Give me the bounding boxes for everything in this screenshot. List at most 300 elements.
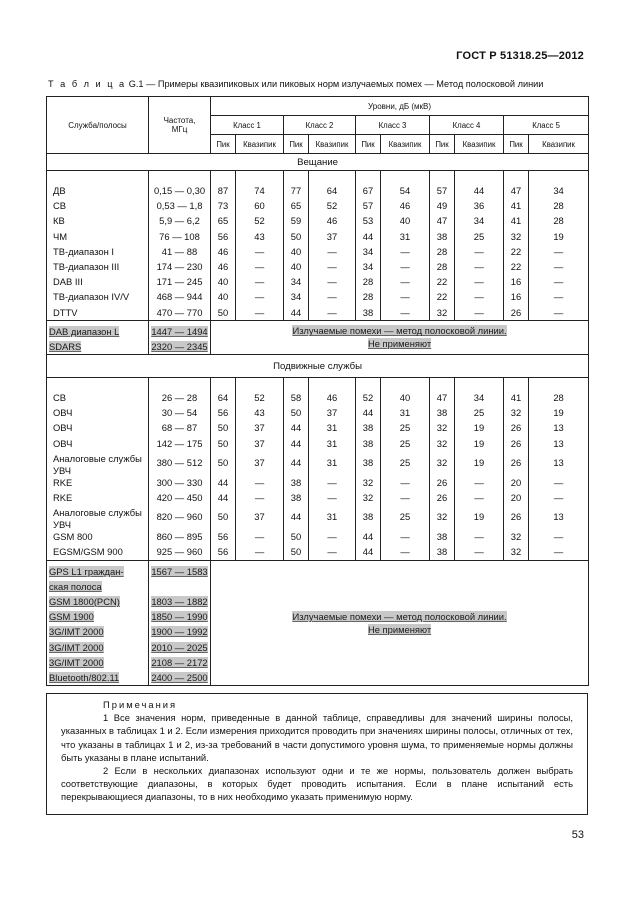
value-cell: — xyxy=(327,531,337,543)
value-cell: 38 xyxy=(436,546,448,558)
class5-peak-column xyxy=(504,171,529,321)
not-applied-note xyxy=(211,320,589,354)
value-cell: 32 xyxy=(436,422,448,434)
value-cell: — xyxy=(400,306,410,318)
service-cell xyxy=(47,594,148,609)
value-cell: 50 xyxy=(290,531,302,543)
value-cell: 37 xyxy=(254,422,265,434)
value-cell: 50 xyxy=(290,230,302,242)
value-cell: 28 xyxy=(553,215,564,227)
highlighted-text: DAB диапазон L xyxy=(49,325,120,337)
service-cell: DTTV xyxy=(53,306,78,318)
limits-table xyxy=(46,96,589,686)
frequency-cell xyxy=(149,640,210,655)
value-cell: — xyxy=(553,476,564,488)
value-cell: — xyxy=(474,531,484,543)
value-cell: — xyxy=(400,546,410,558)
value-cell: — xyxy=(474,245,484,257)
value-cell: 56 xyxy=(217,230,229,242)
value-cell: 19 xyxy=(473,422,485,434)
service-cell: Аналоговые службы УВЧ xyxy=(53,452,142,476)
service-cell: GSM 800 xyxy=(53,531,93,543)
value-cell: 25 xyxy=(473,407,485,419)
section-mobile-excluded xyxy=(47,560,589,686)
frequency-column xyxy=(149,171,211,321)
highlighted-text: GSM 1800(PCN) xyxy=(49,595,120,607)
value-cell: 41 xyxy=(510,215,522,227)
value-cell: 59 xyxy=(290,215,302,227)
levels-header: Уровни, дБ (мкВ) xyxy=(211,97,589,116)
class2-peak-column xyxy=(284,171,309,321)
frequency-cell: 76 — 108 xyxy=(159,230,200,242)
value-cell: 46 xyxy=(326,215,338,227)
value-cell: 57 xyxy=(362,200,374,212)
frequency-cell: 820 — 960 xyxy=(156,511,203,523)
value-cell: 37 xyxy=(326,407,338,419)
frequency-cell: 300 — 330 xyxy=(156,476,203,488)
value-cell: 44 xyxy=(290,422,302,434)
value-cell: 31 xyxy=(326,422,338,434)
highlighted-text: GSM 1900 xyxy=(49,611,94,623)
value-cell: 25 xyxy=(399,456,411,468)
value-cell: 67 xyxy=(362,185,374,196)
value-cell: — xyxy=(254,245,265,257)
value-cell: 22 xyxy=(436,276,448,288)
class-5-header: Класс 5 xyxy=(504,116,589,135)
quasipeak-header: Квазипик xyxy=(381,135,430,154)
value-cell: 77 xyxy=(290,185,302,196)
service-cell: RKE xyxy=(53,492,73,503)
notes-box xyxy=(46,693,588,815)
class2-quasipeak-column xyxy=(309,378,356,561)
value-cell: 26 xyxy=(436,476,448,488)
value-cell: — xyxy=(553,245,564,257)
value-cell: 16 xyxy=(510,291,522,303)
frequency-cell: 470 — 770 xyxy=(156,306,203,318)
value-cell: 60 xyxy=(254,200,265,212)
value-cell: 56 xyxy=(217,546,229,558)
service-cell xyxy=(47,655,148,670)
value-cell: 32 xyxy=(510,546,522,558)
col-service-header: Служба/полосы xyxy=(47,97,149,154)
frequency-cell: 171 — 245 xyxy=(156,276,203,288)
quasipeak-header: Квазипик xyxy=(529,135,589,154)
value-cell: 56 xyxy=(217,407,229,419)
value-cell: 13 xyxy=(553,422,564,434)
value-cell: 26 xyxy=(510,437,522,449)
service-cell: ТВ-диапазон III xyxy=(53,260,120,272)
section-broadcast-title: Вещание xyxy=(47,154,589,171)
peak-header: Пик xyxy=(504,135,529,154)
quasipeak-header: Квазипик xyxy=(309,135,356,154)
value-cell: 38 xyxy=(362,511,374,523)
value-cell: 28 xyxy=(362,291,374,303)
class4-peak-column xyxy=(430,171,455,321)
value-cell: 26 xyxy=(510,306,522,318)
service-cell: EGSM/GSM 900 xyxy=(53,546,123,558)
value-cell: 20 xyxy=(510,492,522,503)
class5-peak-column xyxy=(504,378,529,561)
value-cell: 38 xyxy=(290,492,302,503)
value-cell: 34 xyxy=(290,276,302,288)
class3-peak-column xyxy=(356,171,381,321)
class2-quasipeak-column xyxy=(309,171,356,321)
value-cell: 54 xyxy=(399,185,411,196)
value-cell: 31 xyxy=(326,511,338,523)
value-cell: 44 xyxy=(290,437,302,449)
frequency-cell xyxy=(149,594,210,609)
frequency-cell xyxy=(149,670,210,685)
value-cell: — xyxy=(327,291,337,303)
value-cell: 20 xyxy=(510,476,522,488)
peak-header: Пик xyxy=(430,135,455,154)
not-applied-line-2: Не применяют xyxy=(367,338,432,350)
value-cell: — xyxy=(474,306,484,318)
value-cell: — xyxy=(553,531,564,543)
value-cell: 50 xyxy=(290,546,302,558)
value-cell: 65 xyxy=(217,215,229,227)
value-cell: 52 xyxy=(254,392,265,404)
value-cell: 22 xyxy=(510,245,522,257)
value-cell: — xyxy=(254,546,265,558)
frequency-cell: 41 — 88 xyxy=(161,245,198,257)
document-code: ГОСТ Р 51318.25—2012 xyxy=(456,50,584,62)
value-cell: — xyxy=(254,531,265,543)
value-cell: — xyxy=(400,260,410,272)
service-cell xyxy=(47,564,148,579)
class4-quasipeak-column xyxy=(455,378,504,561)
value-cell: 40 xyxy=(217,291,229,303)
value-cell: — xyxy=(553,546,564,558)
value-cell: 50 xyxy=(217,456,229,468)
class4-peak-column xyxy=(430,378,455,561)
excluded-frequency-column xyxy=(149,320,211,354)
class4-quasipeak-column xyxy=(455,171,504,321)
quasipeak-header: Квазипик xyxy=(455,135,504,154)
value-cell: 25 xyxy=(473,230,485,242)
value-cell: — xyxy=(474,546,484,558)
value-cell: 46 xyxy=(326,392,338,404)
frequency-cell: 468 — 944 xyxy=(156,291,203,303)
value-cell: 19 xyxy=(553,230,564,242)
value-cell: 40 xyxy=(399,392,411,404)
value-cell: 38 xyxy=(362,306,374,318)
value-cell: — xyxy=(327,245,337,257)
value-cell: 28 xyxy=(362,276,374,288)
value-cell: 36 xyxy=(473,200,485,212)
value-cell: 38 xyxy=(362,422,374,434)
value-cell: 32 xyxy=(510,407,522,419)
value-cell: 28 xyxy=(553,392,564,404)
value-cell: 31 xyxy=(326,437,338,449)
value-cell: 32 xyxy=(436,511,448,523)
frequency-cell: 68 — 87 xyxy=(161,422,198,434)
value-cell: 40 xyxy=(217,276,229,288)
value-cell: 43 xyxy=(254,407,265,419)
not-applied-line-1: Излучаемые помехи — метод полосковой линии. xyxy=(292,610,507,622)
service-cell: ОВЧ xyxy=(53,407,73,419)
service-cell: ОВЧ xyxy=(53,437,73,449)
frequency-cell: 5,9 — 6,2 xyxy=(159,215,200,227)
value-cell: 28 xyxy=(436,260,448,272)
service-column xyxy=(47,378,149,561)
value-cell: 50 xyxy=(217,422,229,434)
highlighted-text: 2010 — 2025 xyxy=(151,641,208,653)
service-cell xyxy=(47,609,148,624)
value-cell: — xyxy=(553,276,564,288)
frequency-cell xyxy=(149,655,210,670)
frequency-cell: 925 — 960 xyxy=(156,546,203,558)
value-cell: 13 xyxy=(553,456,564,468)
value-cell: 38 xyxy=(362,437,374,449)
value-cell: 57 xyxy=(436,185,448,196)
value-cell: 44 xyxy=(362,531,374,543)
value-cell: 65 xyxy=(290,200,302,212)
highlighted-text: 1803 — 1882 xyxy=(151,595,208,607)
value-cell: 50 xyxy=(217,306,229,318)
excluded-service-column xyxy=(47,320,149,354)
value-cell: 64 xyxy=(217,392,229,404)
service-cell xyxy=(47,670,148,685)
highlighted-text: 2400 — 2500 xyxy=(151,671,208,683)
value-cell: — xyxy=(254,260,265,272)
value-cell: — xyxy=(400,476,410,488)
service-cell xyxy=(47,640,148,655)
value-cell: — xyxy=(400,245,410,257)
frequency-cell xyxy=(149,324,210,339)
service-cell: КВ xyxy=(53,215,65,227)
value-cell: — xyxy=(400,276,410,288)
value-cell: 50 xyxy=(217,511,229,523)
section-mobile-title: Подвижные службы xyxy=(47,355,589,378)
page-number: 53 xyxy=(571,829,584,841)
value-cell: 44 xyxy=(362,230,374,242)
value-cell: 38 xyxy=(436,230,448,242)
class1-peak-column xyxy=(211,171,236,321)
value-cell: — xyxy=(254,291,265,303)
value-cell: 19 xyxy=(473,456,485,468)
value-cell: 37 xyxy=(254,437,265,449)
value-cell: 37 xyxy=(254,456,265,468)
value-cell: 38 xyxy=(362,456,374,468)
frequency-cell xyxy=(149,579,210,594)
value-cell: 47 xyxy=(436,392,448,404)
value-cell: 46 xyxy=(399,200,411,212)
highlighted-text: 3G/IMT 2000 xyxy=(49,641,104,653)
value-cell: — xyxy=(553,291,564,303)
service-cell: ОВЧ xyxy=(53,422,73,434)
service-cell: СВ xyxy=(53,200,67,212)
value-cell: 34 xyxy=(362,260,374,272)
not-applied-line-1: Излучаемые помехи — метод полосковой линии. xyxy=(292,325,507,337)
frequency-cell: 174 — 230 xyxy=(156,260,203,272)
value-cell: — xyxy=(474,291,484,303)
value-cell: 46 xyxy=(217,260,229,272)
peak-header: Пик xyxy=(356,135,381,154)
service-column xyxy=(47,171,149,321)
value-cell: 34 xyxy=(553,185,564,196)
value-cell: 64 xyxy=(326,185,338,196)
value-cell: 44 xyxy=(290,306,302,318)
value-cell: 26 xyxy=(510,456,522,468)
class-3-header: Класс 3 xyxy=(356,116,430,135)
value-cell: 38 xyxy=(290,476,302,488)
value-cell: 13 xyxy=(553,437,564,449)
section-mobile-body xyxy=(47,378,589,561)
highlighted-text: 3G/IMT 2000 xyxy=(49,626,104,638)
value-cell: 26 xyxy=(510,422,522,434)
class5-quasipeak-column xyxy=(529,378,589,561)
value-cell: 32 xyxy=(362,492,374,503)
value-cell: 32 xyxy=(510,230,522,242)
service-cell xyxy=(47,339,148,354)
frequency-cell: 380 — 512 xyxy=(156,456,203,468)
value-cell: 44 xyxy=(362,546,374,558)
value-cell: — xyxy=(254,476,265,488)
frequency-cell xyxy=(149,624,210,639)
value-cell: — xyxy=(327,260,337,272)
value-cell: 34 xyxy=(290,291,302,303)
service-cell: RKE xyxy=(53,476,73,488)
value-cell: — xyxy=(553,492,564,503)
class-2-header: Класс 2 xyxy=(284,116,356,135)
frequency-cell: 420 — 450 xyxy=(156,492,203,503)
peak-header: Пик xyxy=(211,135,236,154)
value-cell: 47 xyxy=(510,185,522,196)
value-cell: 41 xyxy=(510,200,522,212)
value-cell: 50 xyxy=(290,407,302,419)
highlighted-text: 1567 — 1583 xyxy=(151,565,208,577)
value-cell: 22 xyxy=(436,291,448,303)
value-cell: — xyxy=(474,276,484,288)
excluded-frequency-column xyxy=(149,560,211,686)
value-cell: 28 xyxy=(553,200,564,212)
class3-quasipeak-column xyxy=(381,378,430,561)
value-cell: 37 xyxy=(326,230,338,242)
value-cell: 50 xyxy=(217,437,229,449)
value-cell: — xyxy=(254,306,265,318)
service-cell: ТВ-диапазон IV/V xyxy=(53,291,130,303)
value-cell: — xyxy=(327,306,337,318)
value-cell: — xyxy=(474,492,484,503)
class1-quasipeak-column xyxy=(236,378,284,561)
service-cell xyxy=(47,324,148,339)
notes-title: Примечания xyxy=(103,699,178,710)
quasipeak-header: Квазипик xyxy=(236,135,284,154)
value-cell: 52 xyxy=(362,392,374,404)
value-cell: 25 xyxy=(399,422,411,434)
value-cell: — xyxy=(553,306,564,318)
frequency-cell xyxy=(149,609,210,624)
value-cell: 56 xyxy=(217,531,229,543)
value-cell: 16 xyxy=(510,276,522,288)
value-cell: 34 xyxy=(473,215,485,227)
frequency-cell: 0,15 — 0,30 xyxy=(153,185,206,196)
value-cell: — xyxy=(400,291,410,303)
value-cell: 32 xyxy=(362,476,374,488)
value-cell: 44 xyxy=(362,407,374,419)
value-cell: — xyxy=(400,531,410,543)
value-cell: 13 xyxy=(553,511,564,523)
service-cell: ЧМ xyxy=(53,230,68,242)
not-applied-note xyxy=(211,560,589,686)
caption-label: Т а б л и ц а xyxy=(48,79,127,89)
service-cell xyxy=(47,624,148,639)
value-cell: 19 xyxy=(553,407,564,419)
col-freq-header: Частота, МГц xyxy=(149,97,211,154)
class1-peak-column xyxy=(211,378,236,561)
value-cell: — xyxy=(254,276,265,288)
highlighted-text: 2320 — 2345 xyxy=(151,340,208,352)
highlighted-text: GPS L1 граждан- xyxy=(49,565,124,577)
class3-quasipeak-column xyxy=(381,171,430,321)
class-4-header: Класс 4 xyxy=(430,116,504,135)
value-cell: 26 xyxy=(510,511,522,523)
excluded-service-column xyxy=(47,560,149,686)
value-cell: 49 xyxy=(436,200,448,212)
value-cell: 32 xyxy=(436,437,448,449)
value-cell: 40 xyxy=(290,245,302,257)
class5-quasipeak-column xyxy=(529,171,589,321)
value-cell: 74 xyxy=(254,185,265,196)
value-cell: 40 xyxy=(290,260,302,272)
value-cell: 73 xyxy=(217,200,229,212)
highlighted-text: 1447 — 1494 xyxy=(151,325,208,337)
value-cell: 25 xyxy=(399,511,411,523)
class2-peak-column xyxy=(284,378,309,561)
value-cell: — xyxy=(327,492,337,503)
frequency-cell: 142 — 175 xyxy=(156,437,203,449)
note-2: 2 Если в нескольких диапазонах используют одни и те же нормы, пользователь должен выбрать соответствующие диапазоны, в которых будет проводить испытания. Если в плане испытаний есть перекрывающиеся диапазоны, то в них необходимо указать применимую норму. xyxy=(61,765,573,803)
frequency-column xyxy=(149,378,211,561)
value-cell: 38 xyxy=(436,531,448,543)
service-cell xyxy=(47,579,148,594)
value-cell: 31 xyxy=(399,407,411,419)
value-cell: — xyxy=(400,492,410,503)
frequency-cell xyxy=(149,339,210,354)
value-cell: 32 xyxy=(436,456,448,468)
highlighted-text: 2108 — 2172 xyxy=(151,656,208,668)
frequency-cell: 0,53 — 1,8 xyxy=(156,200,203,212)
value-cell: 38 xyxy=(436,407,448,419)
highlighted-text: 1850 — 1990 xyxy=(151,611,208,623)
value-cell: 41 xyxy=(510,392,522,404)
service-cell: ДВ xyxy=(53,185,66,196)
note-1: 1 Все значения норм, приведенные в данной таблице, справедливы для значений ширины полосы, указанных в таблицах 1 и 2. Если измерения приходится проводить при значениях ширины полосы, отличных от тех, что указаны в таблицах 1 и 2, из-за требований в части допустимого уровня шума, то применяемые нормы должны быть указаны в плане испытаний. xyxy=(61,712,573,763)
service-cell: DAB III xyxy=(53,276,83,288)
value-cell: 43 xyxy=(254,230,265,242)
value-cell: 22 xyxy=(510,260,522,272)
value-cell: 53 xyxy=(362,215,374,227)
value-cell: 44 xyxy=(217,492,229,503)
highlighted-text: 3G/IMT 2000 xyxy=(49,656,104,668)
value-cell: 44 xyxy=(217,476,229,488)
service-cell: СВ xyxy=(53,392,67,404)
value-cell: 52 xyxy=(254,215,265,227)
peak-header: Пик xyxy=(284,135,309,154)
value-cell: — xyxy=(327,546,337,558)
value-cell: 32 xyxy=(436,306,448,318)
value-cell: 26 xyxy=(436,492,448,503)
value-cell: 37 xyxy=(254,511,265,523)
value-cell: 52 xyxy=(326,200,338,212)
service-cell: ТВ-диапазон I xyxy=(53,245,115,257)
value-cell: 58 xyxy=(290,392,302,404)
value-cell: 34 xyxy=(362,245,374,257)
value-cell: — xyxy=(254,492,265,503)
frequency-cell xyxy=(149,564,210,579)
frequency-cell: 860 — 895 xyxy=(156,531,203,543)
